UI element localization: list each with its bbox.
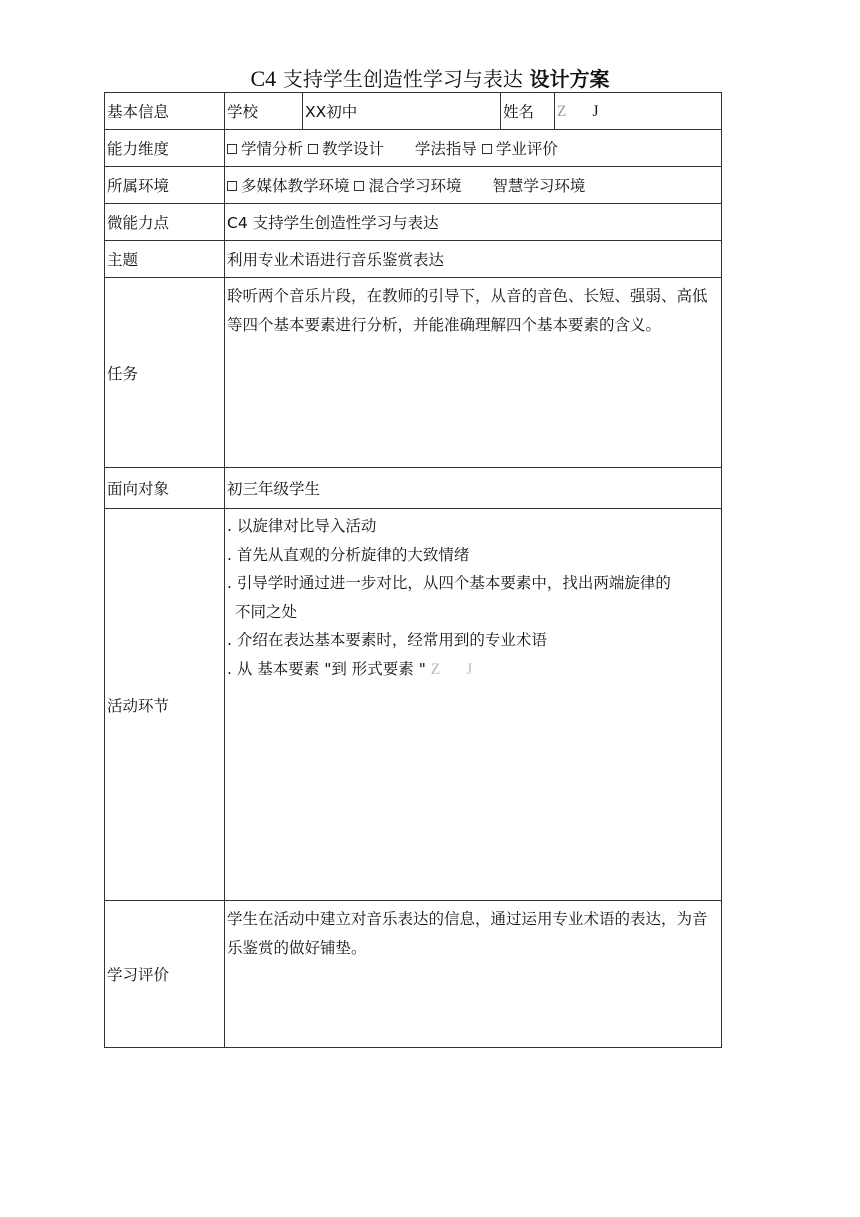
activity-tail-1: Z (430, 660, 441, 678)
row-basic-info (105, 93, 722, 130)
activity-step-continued: 不同之处 (235, 602, 298, 621)
activity-tail-2: J (466, 660, 473, 678)
title-main: 支持学生创造性学习与表达 (282, 67, 523, 91)
name-value (555, 93, 722, 130)
activity-step: . 首先从直观的分析旋律的大致情绪 (227, 545, 470, 564)
activity-step: . 引导学时通过进一步对比，从四个基本要素中，找出两端旋律的 (227, 574, 671, 592)
row-task (105, 278, 722, 468)
env-option-3[interactable]: 智慧学习环境 (492, 177, 586, 195)
row-topic (105, 241, 722, 278)
activity-step: . 介绍在表达基本要素时，经常用到的专业术语 (227, 631, 547, 649)
name-value-part-2: J (592, 102, 599, 120)
row-environment (105, 167, 722, 204)
ability-option-4[interactable]: 学业评价 (482, 140, 558, 158)
checkbox-icon (227, 144, 237, 154)
checkbox-icon (227, 181, 237, 191)
activity-label: 活动环节 (105, 509, 225, 901)
row-ability (105, 130, 722, 167)
topic-label: 主题 (105, 241, 225, 278)
basic-info-label: 基本信息 (105, 93, 225, 130)
ability-option-1[interactable]: 学情分析 (227, 140, 303, 158)
micro-ability-label: 微能力点 (105, 204, 225, 241)
name-value-part-1: Z (557, 102, 567, 120)
ability-option-2[interactable]: 教学设计 (308, 140, 384, 158)
school-label: 学校 (225, 93, 303, 130)
row-audience (105, 468, 722, 509)
name-label: 姓名 (501, 93, 555, 130)
task-label: 任务 (105, 278, 225, 468)
micro-ability-value: C4 支持学生创造性学习与表达 (225, 204, 722, 241)
environment-options (225, 167, 722, 204)
page-title (0, 64, 860, 94)
activity-step: . 以旋律对比导入活动 (227, 517, 377, 535)
title-prefix: C4 (250, 66, 277, 91)
title-suffix: 设计方案 (529, 67, 610, 91)
environment-label: 所属环境 (105, 167, 225, 204)
design-form-table (104, 92, 722, 1048)
activity-step: . 从 基本要素 "到 形式要素 " Z J (227, 659, 473, 678)
evaluation-label: 学习评价 (105, 901, 225, 1048)
env-option-2[interactable]: 混合学习环境 (354, 177, 461, 195)
task-value: 聆听两个音乐片段，在教师的引导下，从音的音色、长短、强弱、高低等四个基本要素进行分析，并能准确理解四个基本要素的含义。 (225, 278, 722, 468)
audience-label: 面向对象 (105, 468, 225, 509)
evaluation-value: 学生在活动中建立对音乐表达的信息，通过运用专业术语的表达，为音乐鉴赏的做好铺垫。 (225, 901, 722, 1048)
row-micro-ability (105, 204, 722, 241)
checkbox-icon (308, 144, 318, 154)
checkbox-icon (354, 181, 364, 191)
audience-value: 初三年级学生 (225, 468, 722, 509)
row-activity (105, 509, 722, 901)
school-value: XX初中 (303, 93, 501, 130)
activity-steps (225, 509, 722, 901)
ability-options (225, 130, 722, 167)
ability-option-3[interactable]: 学法指导 (414, 140, 477, 158)
row-evaluation (105, 901, 722, 1048)
checkbox-icon (482, 144, 492, 154)
topic-value: 利用专业术语进行音乐鉴赏表达 (225, 241, 722, 278)
env-option-1[interactable]: 多媒体教学环境 (227, 177, 350, 195)
ability-label: 能力维度 (105, 130, 225, 167)
